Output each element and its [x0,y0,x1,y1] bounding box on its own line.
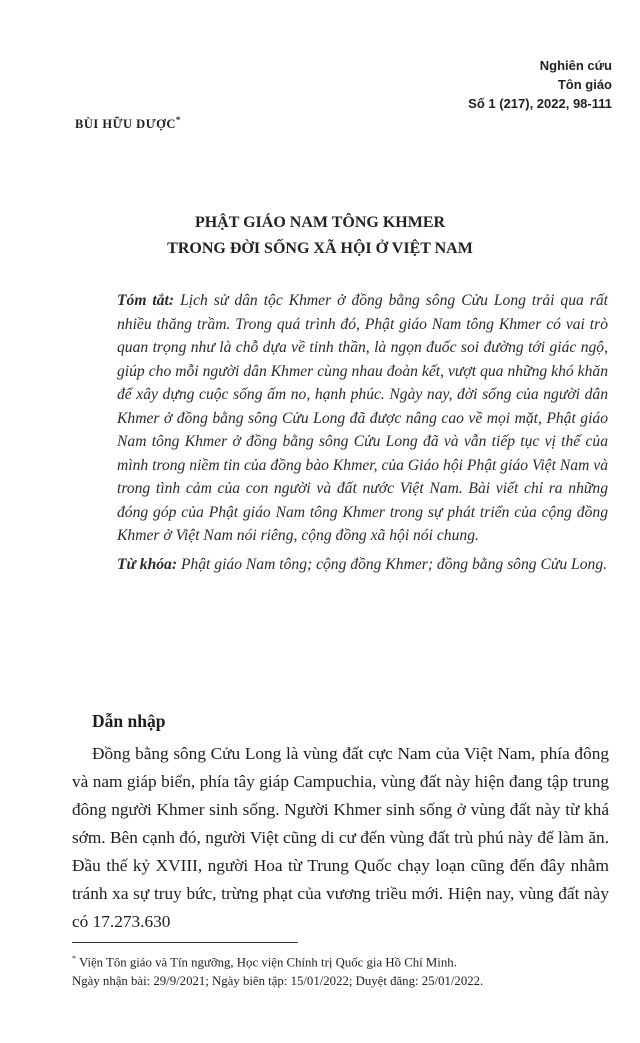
abstract-block [117,289,608,576]
footnote-dates: Ngày nhận bài: 29/9/2021; Ngày biên tập: 15/01/2022; Duyệt đăng: 25/01/2022. [72,974,484,989]
body-paragraph: Đồng bằng sông Cửu Long là vùng đất cực Nam của Việt Nam, phía đông và nam giáp biển, phía tây giáp Campuchia, vùng đất này hiện đang tập trung đông người Khmer sinh sống. Người Khmer sinh sống ở vùng đất này từ khá sớm. Bên cạnh đó, người Việt cũng di cư đến vùng đất trù phú này để làm ăn. Đầu thế kỷ XVIII, người Hoa từ Trung Quốc chạy loạn cũng đến đây nhằm tránh xa sự truy bức, trừng phạt của vương triều mới. Hiện nay, vùng đất này có 17.273.630 [72,744,609,931]
title-line-1: PHẬT GIÁO NAM TÔNG KHMER [194,214,446,231]
author-line [75,115,181,132]
footnote-mark: * [72,954,76,963]
section-heading: Dẫn nhập [92,711,166,731]
abstract-paragraph [117,289,608,548]
journal-name-line1: Nghiên cứu [539,58,612,73]
abstract-text: Lịch sử dân tộc Khmer ở đồng bằng sông Cửu Long trải qua rất nhiều thăng trầm. Trong quá trình đó, Phật giáo Nam tông Khmer có vai trò quan trọng như là chỗ dựa về tinh thần, là ngọn đuốc soi đường tới giác ngộ, giúp cho mỗi người dân Khmer cùng nhau đoàn kết, vượt qua những khó khăn để xây dựng cuộc sống ấm no, hạnh phúc. Ngày nay, đời sống của người dân Khmer ở đồng bằng sông Cửu Long đã được nâng cao về mọi mặt, Phật giáo Nam tông Khmer ở đồng bằng sông Cửu Long đã và vẫn tiếp tục vị thế của mình trong niềm tin của đồng bào Khmer, của Giáo hội Phật giáo Việt Nam và trong tình cảm của con người và đất nước Việt Nam. Bài viết chỉ ra những đóng góp của Phật giáo Nam tông Khmer trong sự phát triển của cộng đồng Khmer ở Việt Nam nói riêng, cộng đồng xã hội nói chung. [117,292,608,544]
keywords-paragraph [117,553,608,577]
title-line-2: TRONG ĐỜI SỐNG XÃ HỘI Ở VIỆT NAM [167,240,473,257]
footnote-affiliation: Viện Tôn giáo và Tín ngưỡng, Học viện Chính trị Quốc gia Hồ Chí Minh. [78,955,457,970]
journal-issue: Số 1 (217), 2022, 98-111 [468,96,612,111]
journal-info [352,56,612,113]
footnote-divider [72,942,298,943]
footnote-affiliation-line [72,949,609,972]
author-name: BÙI HỮU DƯỢC [75,117,176,132]
article-title [0,210,640,262]
body-text [72,740,609,936]
journal-name-line2: Tôn giáo [557,77,612,92]
abstract-label: Tóm tắt: [117,292,175,309]
author-footnote-mark: * [175,115,181,125]
keywords-text: Phật giáo Nam tông; cộng đồng Khmer; đồng bằng sông Cửu Long. [180,555,608,573]
keywords-label: Từ khóa: [117,555,178,573]
footnotes [72,949,609,991]
